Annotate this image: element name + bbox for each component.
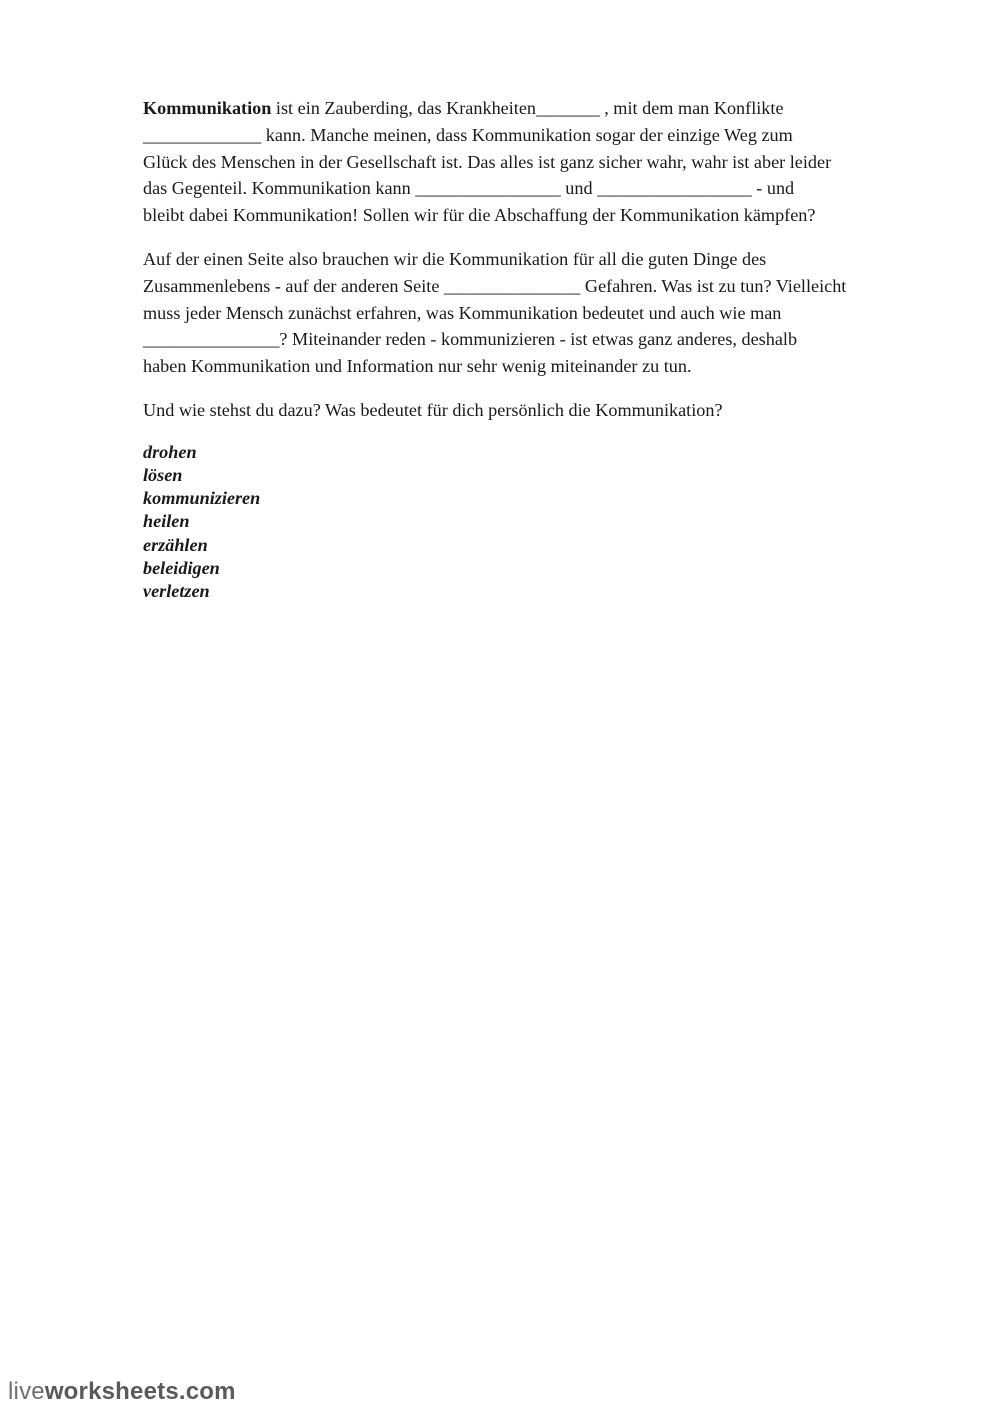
paragraph-body (143, 246, 933, 380)
liveworksheets-watermark (8, 1378, 236, 1406)
word-bank-item: lösen (143, 464, 183, 485)
paragraph-line: Auf der einen Seite also brauchen wir die Kommunikation für all die guten Dinge des (143, 248, 767, 269)
word-bank-item: kommunizieren (143, 488, 261, 509)
question-text: Und wie stehst du dazu? Was bedeutet für dich persönlich die Kommunikation? (143, 399, 723, 420)
paragraph-line (143, 95, 933, 122)
paragraph-line: das Gegenteil. Kommunikation kann ________________ und _________________ - und (143, 178, 795, 199)
word-bank-item: beleidigen (143, 557, 220, 578)
line-text: ist ein Zauberding, das Krankheiten_______ , mit dem man Konflikte (271, 98, 784, 118)
watermark-prefix: live (8, 1378, 45, 1405)
word-bank-item: heilen (143, 511, 190, 532)
paragraph-line: Glück des Menschen in der Gesellschaft ist. Das alles ist ganz sicher wahr, wahr ist aber leider (143, 151, 832, 172)
keyword-kommunikation: Kommunikation (143, 98, 272, 118)
watermark-suffix: .com (178, 1378, 236, 1405)
word-bank-item: verletzen (143, 580, 210, 601)
word-bank-item: erzählen (143, 534, 208, 555)
watermark-brand: worksheets (44, 1378, 179, 1405)
paragraph-line: muss jeder Mensch zunächst erfahren, was Kommunikation bedeutet und auch wie man (143, 302, 782, 323)
paragraph-line: Zusammenlebens - auf der anderen Seite _______________ Gefahren. Was ist zu tun? Vielleicht (143, 275, 847, 296)
paragraph-intro (143, 95, 933, 229)
paragraph-question (143, 397, 933, 424)
paragraph-line: bleibt dabei Kommunikation! Sollen wir für die Abschaffung der Kommunikation kämpfen? (143, 205, 816, 226)
word-bank (143, 441, 933, 603)
paragraph-line: _______________? Miteinander reden - kommunizieren - ist etwas ganz anderes, deshalb (143, 329, 798, 350)
word-bank-item: drohen (143, 441, 197, 462)
paragraph-line: haben Kommunikation und Information nur sehr wenig miteinander zu tun. (143, 356, 692, 377)
worksheet-text (143, 95, 933, 603)
paragraph-line: _____________ kann. Manche meinen, dass Kommunikation sogar der einzige Weg zum (143, 124, 793, 145)
